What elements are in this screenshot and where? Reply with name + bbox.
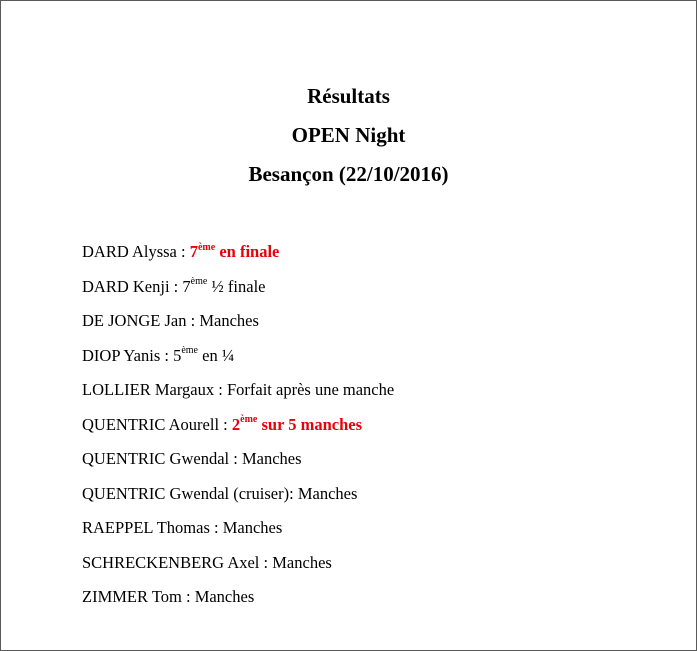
- separator: :: [229, 449, 242, 468]
- separator: :: [169, 276, 183, 296]
- rider-name: DARD Kenji: [82, 276, 170, 296]
- result-item: [82, 377, 682, 412]
- rider-result: [182, 277, 265, 296]
- result-item: [82, 343, 682, 378]
- result-detail: Manches: [199, 311, 259, 330]
- result-item: [82, 584, 682, 619]
- rider-result: [298, 484, 358, 503]
- rider-name: DIOP Yanis: [82, 345, 161, 365]
- result-detail: en ¼: [198, 345, 235, 365]
- result-item: [82, 308, 682, 343]
- rider-name: ZIMMER Tom: [82, 587, 182, 606]
- rider-result: [242, 449, 302, 468]
- rider-result: [195, 587, 255, 606]
- result-detail: Manches: [297, 483, 358, 503]
- rank-number: 5: [173, 345, 182, 365]
- result-item: [82, 481, 682, 516]
- result-detail: en finale: [215, 242, 280, 261]
- separator: :: [214, 380, 227, 399]
- result-item: [82, 446, 682, 481]
- result-detail: Manches: [222, 518, 283, 537]
- separator: :: [186, 311, 200, 330]
- rank-number: 2: [231, 414, 241, 434]
- result-detail: Forfait après une manche: [226, 380, 395, 399]
- separator: :: [181, 587, 195, 606]
- results-list: [82, 239, 682, 619]
- rider-name: LOLLIER Margaux: [82, 380, 215, 399]
- title-block: [1, 83, 696, 200]
- rider-name: QUENTRIC Gwendal (cruiser): [82, 483, 290, 503]
- result-item: [82, 239, 682, 274]
- result-detail: ½ finale: [207, 276, 266, 296]
- result-item: [82, 274, 682, 309]
- result-item: [82, 550, 682, 585]
- result-item: [82, 412, 682, 447]
- separator: :: [209, 518, 223, 537]
- separator: :: [176, 242, 190, 261]
- rank-number: 7: [189, 242, 198, 261]
- rank-suffix: ème: [197, 241, 216, 253]
- rider-result: [173, 346, 234, 365]
- result-detail: Manches: [194, 587, 255, 606]
- rider-name: QUENTRIC Aourell: [82, 414, 220, 434]
- rider-result: [232, 415, 362, 434]
- result-detail: Manches: [272, 552, 332, 572]
- rider-name: DARD Alyssa: [82, 242, 177, 261]
- rider-name: QUENTRIC Gwendal: [82, 449, 230, 468]
- separator: :: [259, 552, 273, 572]
- separator: :: [289, 483, 298, 503]
- result-detail: sur 5 manches: [257, 414, 363, 434]
- rider-name: DE JONGE Jan: [82, 311, 187, 330]
- rider-result: [223, 518, 283, 537]
- separator: :: [219, 414, 232, 434]
- event-location-date: Besançon (22/10/2016): [248, 162, 449, 186]
- rank-suffix: ème: [181, 345, 198, 356]
- rider-result: [190, 242, 280, 261]
- rider-result: [227, 380, 394, 399]
- rank-suffix: ème: [240, 414, 258, 425]
- result-detail: Manches: [241, 449, 302, 468]
- result-item: [82, 515, 682, 550]
- rider-result: [199, 311, 259, 330]
- rider-result: [272, 553, 332, 572]
- event-name: OPEN Night: [291, 123, 406, 147]
- rider-name: SCHRECKENBERG Axel: [82, 552, 260, 572]
- page-title: Résultats: [307, 84, 390, 108]
- rider-name: RAEPPEL Thomas: [82, 518, 210, 537]
- rank-suffix: ème: [190, 276, 208, 287]
- rank-number: 7: [182, 276, 191, 296]
- separator: :: [160, 345, 174, 365]
